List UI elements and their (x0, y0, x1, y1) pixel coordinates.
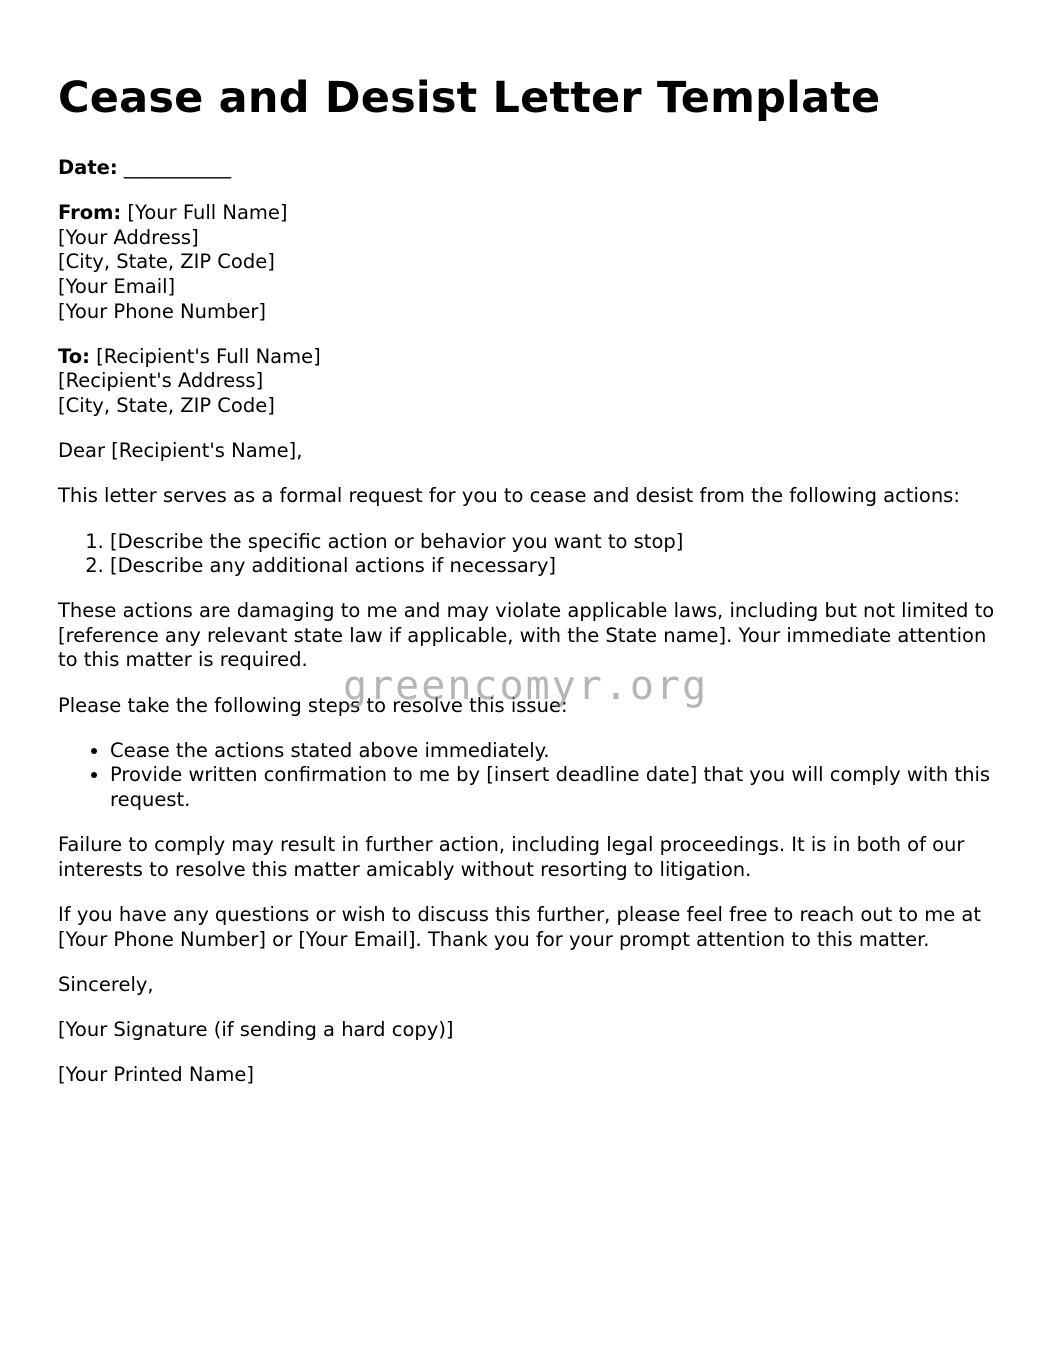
from-email: [Your Email] (58, 274, 176, 298)
damage-paragraph: These actions are damaging to me and may violate applicable laws, including but not limited to [reference any relevant state law if applicable, with the State name]. Your immediate attention to this matter is required. (58, 599, 995, 672)
list-item: 2. [Describe any additional actions if necessary] (110, 554, 1008, 579)
steps-list (58, 739, 1008, 813)
to-block (58, 345, 1008, 419)
contact-paragraph: If you have any questions or wish to discuss this further, please feel free to reach out to me at [Your Phone Number] or [Your Email]. Thank you for your prompt attention to this matter. (58, 903, 982, 951)
to-label: To: (58, 344, 90, 368)
salutation: Dear [Recipient's Name], (58, 439, 303, 463)
letter-document (58, 70, 1008, 1108)
date-label: Date: (58, 156, 118, 179)
list-item: 1. [Describe the specific action or behavior you want to stop] (110, 530, 1008, 555)
list-item: • Cease the actions stated above immediately. (110, 739, 1008, 764)
from-label: From: (58, 201, 122, 225)
date-line (58, 156, 1008, 181)
to-city: [City, State, ZIP Code] (58, 393, 275, 417)
from-city: [City, State, ZIP Code] (58, 250, 275, 274)
printed-name: [Your Printed Name] (58, 1063, 254, 1087)
to-name: [Recipient's Full Name] (96, 344, 321, 368)
from-block (58, 201, 1008, 324)
failure-paragraph: Failure to comply may result in further action, including legal proceedings. It is in both of our interests to resolve this matter amicably without resorting to litigation. (58, 833, 965, 881)
intro-paragraph: This letter serves as a formal request for you to cease and desist from the following actions: (58, 484, 960, 508)
actions-list (58, 530, 1008, 579)
from-address: [Your Address] (58, 225, 199, 249)
signature-line: [Your Signature (if sending a hard copy)] (58, 1017, 454, 1041)
to-address: [Recipient's Address] (58, 369, 264, 393)
from-phone: [Your Phone Number] (58, 299, 266, 323)
from-name: [Your Full Name] (127, 201, 288, 225)
date-value: ___________ (123, 156, 232, 179)
page-title: Cease and Desist Letter Template (58, 73, 881, 123)
closing: Sincerely, (58, 972, 154, 996)
list-item: • Provide written confirmation to me by [insert deadline date] that you will comply with this request. (110, 763, 1008, 812)
steps-intro: Please take the following steps to resolve this issue: (58, 693, 568, 717)
watermark: greencomyr.org (343, 663, 709, 709)
